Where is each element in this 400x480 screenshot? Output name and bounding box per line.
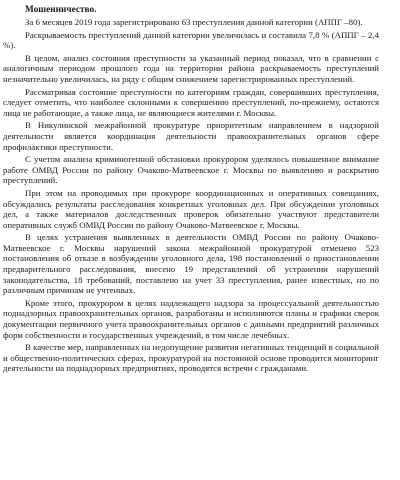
paragraph-coordination-meetings: При этом на проводимых при прокуроре координационных и оперативных совещаниях, обсуждались результаты расследования конкретных уголовных дел. При обсуждении уголовных дел, а также материалов доследственных проверок обязательно участвуют представители оперативных служб ОМВД России по району Очаково-Матвеевское г. Москвы.: [3, 187, 379, 230]
document-page: [3, 5, 379, 376]
paragraph-violations-remedied: В целях устранения выявленных в деятельности ОМВД России по району Очаково-Матвеевское г. Москвы нарушений закона межрайонной прокуратурой отменено 523 постановления об отказе в возбуждении уголовного дела, 198 постановлений о приостановлении предварительного расследования, внесено 19 представлений об устранении нарушений законодательства, 18 требований, поставлено на учет 33 преступления, ранее известных, но по различным причинам не учтенных.: [3, 232, 379, 296]
paragraph-supervision-plans: Кроме этого, прокурором в целях надлежащего надзора за процессуальной деятельностью поднадзорных правоохранительных органов, разработаны и исполняются планы и графики сверок документации первичного учета правоохранительных органов с данными предприятий различных форм собственности и государственных учреждений, в том числе лечебных.: [3, 297, 379, 340]
paragraph-offender-categories: Рассматривая состояние преступности по категориям граждан, совершивших преступления, следует отметить, что наиболее склонными к совершению преступлений, по-прежнему, остаются лица не работающие, а также лица, не являющиеся жителями г. Москвы.: [3, 86, 379, 118]
paragraph-overall-analysis: В целом, анализ состояния преступности за указанный период показал, что в сравнении с аналогичным периодом прошлого года на территории района раскрываемость преступлений незначительно увеличилась, на ряду с общим снижением зарегистрированных преступлений.: [3, 52, 379, 84]
section-heading: Мошенничество.: [25, 5, 97, 15]
paragraph-registered-crimes: За 6 месяцев 2019 года зарегистрировано 63 преступления данной категории (АППГ –80).: [25, 17, 363, 27]
paragraph-monitoring-measures: В качестве мер, направленных на недопущение развития негативных тенденций в социальной и общественно-политических сферах, прокуратурой на постоянной основе проводится мониторинг деятельности на поднадзорных предприятиях, проводятся встречи с гражданами.: [3, 342, 379, 374]
paragraph-crime-situation: С учетом анализа криминогенной обстановки прокурором уделялось повышенное внимание работе ОМВД России по району Очаково-Матвеевское г. Москвы по выявлению и раскрытию преступлений.: [3, 154, 379, 186]
paragraph-clearance-rate: Раскрываемость преступлений данной категории увеличилась и составила 7,8 % (АППГ – 2,4 %).: [3, 29, 379, 51]
paragraph-prosecutor-priority: В Никулинской межрайонной прокуратуре приоритетным направлением в надзорной деятельности является координация деятельности правоохранительных органов сфере профилактики преступности.: [3, 120, 379, 152]
